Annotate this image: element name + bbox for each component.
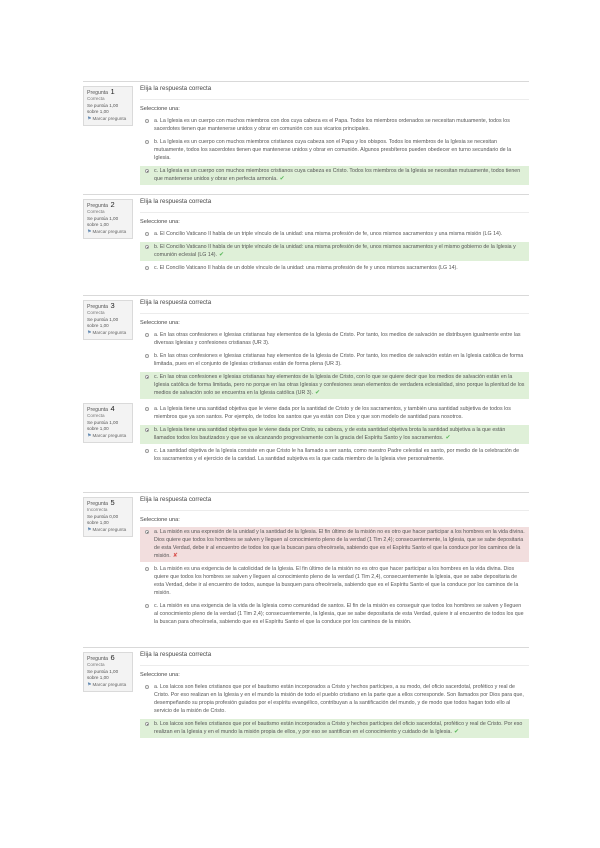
question-info xyxy=(83,652,133,692)
radio-button[interactable] xyxy=(145,449,149,453)
flag-icon: ⚑ xyxy=(87,116,92,122)
answer-option-selected[interactable]: a. La misión es una expresión de la unidad y la santidad de la Iglesia. El fin último de la misión no es otro que hacer participar a los hombres en la vida divina. Dios quiere que todos los hombres se salven y lleguen al conocimiento pleno de la verdad (1 Tim 2,4); consecuentemente, la Iglesia, que se sabe depositaria de esta Verdad, debe ir al encuentro de todos los que la buscan para ofrecérsela, sabiendo que es el Espíritu Santo el que la conduce por los caminos de la misión. ✘ xyxy=(140,527,529,562)
question-number: Pregunta 6 xyxy=(87,653,115,662)
question-5 xyxy=(83,492,529,646)
question-score: Se puntúa 1,00 sobre 1,00 xyxy=(87,420,119,431)
question-3 xyxy=(83,295,529,399)
answer-option-selected[interactable]: b. El Concilio Vaticano II habla de un triple vínculo de la unidad: una misma profesión de fe, unos mismos sacramentos y el mismo gobierno de la Iglesia y comunión eclesial (LG 14). ✔ xyxy=(140,242,529,261)
answer-option[interactable]: a. La Iglesia tiene una santidad objetiva que le viene dada por la santidad de Cristo y de los sacramentos, y también una santidad subjetiva de todos los miembros que ya son santos. Por ejemplo, de todos los santos que ya están con Dios y que son modelo de santidad para nosotros. xyxy=(140,404,529,423)
radio-button[interactable] xyxy=(145,169,149,173)
check-icon: ✔ xyxy=(453,729,460,735)
question-text: Elija la respuesta correcta xyxy=(140,299,529,314)
cross-icon: ✘ xyxy=(172,553,178,559)
flag-question-button[interactable]: ⚑Marcar pregunta xyxy=(87,116,127,122)
question-info xyxy=(83,403,133,443)
question-info xyxy=(83,199,133,239)
answer-option[interactable]: c. La misión es una exigencia de la vida de la Iglesia como comunidad de santos. El fin de la misión es conseguir que todos los hombres se salven y lleguen al conocimiento pleno de la verdad (1 Tim 2,4); consecuentemente, la Iglesia, que se sabe depositaria de esta Verdad, quiere ir al encuentro de todos los que la buscan para ofrecérsela, sabiendo que es el Espíritu Santo el que la conduce por los caminos de la misión. xyxy=(140,601,529,628)
flag-icon: ⚑ xyxy=(87,682,92,688)
question-info xyxy=(83,300,133,340)
question-score: Se puntúa 1,00 sobre 1,00 xyxy=(87,317,119,328)
answer-option[interactable]: a. El Concilio Vaticano II habla de un triple vínculo de la unidad: una misma profesión de fe, unos mismos sacramentos y una misma misión (LG 14). xyxy=(140,229,529,240)
question-text: Elija la respuesta correcta xyxy=(140,651,529,666)
flag-question-button[interactable]: ⚑Marcar pregunta xyxy=(87,682,127,688)
check-icon: ✔ xyxy=(445,435,451,441)
question-text: Elija la respuesta correcta xyxy=(140,198,529,213)
question-number: Pregunta 5 xyxy=(87,498,115,507)
radio-button[interactable] xyxy=(145,685,149,689)
flag-question-button[interactable]: ⚑Marcar pregunta xyxy=(87,229,127,235)
question-state: Correcta xyxy=(87,96,105,101)
answer-prompt: Seleccione una: xyxy=(140,517,180,523)
radio-button[interactable] xyxy=(145,245,149,249)
question-state: Correcta xyxy=(87,413,105,418)
radio-button[interactable] xyxy=(145,266,149,270)
answer-option-selected[interactable]: b. Los laicos son fieles cristianos que por el bautismo están incorporados a Cristo y hechos partícipes del oficio sacerdotal, profético y real de Cristo. Por eso realizan en la Iglesia y en el mundo la misión propia de ellos, y por eso se santifican en el conocimiento y cuidado de la Iglesia. ✔ xyxy=(140,719,529,738)
question-score: Se puntúa 1,00 sobre 1,00 xyxy=(87,216,119,227)
answer-option[interactable]: b. La Iglesia es un cuerpo con muchos miembros cristianos cuya cabeza son el Papa y los obispos. Todos los miembros de la Iglesia se necesitan mutuamente, todos los sacerdotes tienen que mantenerse unidos y obrar en comunión. Algunos presbíteros pueden obedecer en turno secundario de la Iglesia. xyxy=(140,137,529,164)
check-icon: ✔ xyxy=(315,390,321,396)
question-number: Pregunta 3 xyxy=(87,301,115,310)
answer-option-selected[interactable]: c. La Iglesia es un cuerpo con muchos miembros cristianos cuya cabeza es Cristo. Todos los miembros de la Iglesia se necesitan mutuamente, todos tienen que mantenerse unidos y obrar en perfecta armonía. ✔ xyxy=(140,166,529,185)
radio-button[interactable] xyxy=(145,140,149,144)
question-number: Pregunta 2 xyxy=(87,200,115,209)
question-number: Pregunta 4 xyxy=(87,404,115,413)
answer-option[interactable]: b. En las otras confesiones e Iglesias cristianas hay elementos de la Iglesia de Cristo. Por tanto, los medios de salvación están en la Iglesia católica de forma limitada, pues en el conjunto de Iglesias cristianas están de forma plena (UR 3). xyxy=(140,351,529,370)
answer-option[interactable]: c. La santidad objetiva de la Iglesia consiste en que Cristo le ha llamado a ser santa, como nuestro Padre celestial es santo, por medio de la celebración de los sacramentos y el ejercicio de la caridad. La santidad subjetiva es la que cada miembro de la Iglesia vive personalmente. xyxy=(140,446,529,465)
radio-button[interactable] xyxy=(145,567,149,571)
question-score: Se puntúa 1,00 sobre 1,00 xyxy=(87,669,119,680)
flag-icon: ⚑ xyxy=(87,229,92,235)
answer-prompt: Seleccione una: xyxy=(140,106,180,112)
radio-button[interactable] xyxy=(145,354,149,358)
check-icon: ✔ xyxy=(279,176,285,182)
question-content xyxy=(140,85,529,187)
question-content xyxy=(140,496,529,630)
radio-button[interactable] xyxy=(145,333,149,337)
answer-option-selected[interactable]: b. La Iglesia tiene una santidad objetiva que le viene dada por Cristo, su cabeza, y de esta santidad objetiva brota la santidad subjetiva a la que están llamados todos los bautizados y que se va alcanzando progresivamente con la gracia del Espíritu Santo y los sacramentos. ✔ xyxy=(140,425,529,444)
question-2 xyxy=(83,194,529,294)
radio-button[interactable] xyxy=(145,407,149,411)
answer-prompt: Seleccione una: xyxy=(140,672,180,678)
question-info xyxy=(83,86,133,126)
question-info xyxy=(83,497,133,537)
answer-option[interactable]: b. La misión es una exigencia de la catolicidad de la Iglesia. El fin último de la misión no es otro que hacer participar a los hombres en la vida divina. Dios quiere que todos los hombres se salven y lleguen al conocimiento pleno de la verdad (1 Tim 2,4), consecuentemente la Iglesia, que se sabe depositaria de esta Verdad, debe ir al encuentro de todos, aunque la busquen para ofrecérsela, sabiendo que es el Espíritu Santo el que la conduce por los caminos de la misión. xyxy=(140,564,529,599)
radio-button[interactable] xyxy=(145,604,149,608)
question-text: Elija la respuesta correcta xyxy=(140,496,529,511)
answer-prompt: Seleccione una: xyxy=(140,219,180,225)
flag-icon: ⚑ xyxy=(87,330,92,336)
question-4 xyxy=(83,399,529,491)
answer-option[interactable]: a. En las otras confesiones e Iglesias cristianas hay elementos de la Iglesia de Cristo. Por tanto, los medios de salvación se distribuyen igualmente entre las diversas Iglesias y confesiones cristianas (UR 3). xyxy=(140,330,529,349)
flag-icon: ⚑ xyxy=(87,527,92,533)
question-state: Correcta xyxy=(87,209,105,214)
question-score: Se puntúa 0,00 sobre 1,00 xyxy=(87,514,119,525)
answer-option[interactable]: a. Los laicos son fieles cristianos que por el bautismo están incorporados a Cristo y hechos partícipes, a su modo, del oficio sacerdotal, profético y real de Cristo. Por eso realizan en la Iglesia y en el mundo la misión de todo el pueblo cristiano en la parte que a ellos corresponde. Son llamados por Dios para que, desempeñando su propia profesión guiados por el espíritu evangélico, contribuyan a la santificación del mundo, y de modo que todos hagan todo ello al servicio de la misión de Cristo. xyxy=(140,682,529,717)
question-text: Elija la respuesta correcta xyxy=(140,85,529,100)
radio-button[interactable] xyxy=(145,530,149,534)
question-score: Se puntúa 1,00 sobre 1,00 xyxy=(87,103,119,114)
answer-option-selected[interactable]: c. En las otras confesiones e Iglesias cristianas hay elementos de la Iglesia de Cristo, con lo que se quiere decir que los medios de salvación están en la Iglesia católica de forma limitada, pero no porque en las otras Iglesias y confesiones sean elementos de verdadera eclesialidad, sino porque la plenitud de los medios de salvación solo se encuentra en la Iglesia católica (UR 3). ✔ xyxy=(140,372,529,399)
check-icon: ✔ xyxy=(219,252,225,258)
radio-button[interactable] xyxy=(145,119,149,123)
flag-question-button[interactable]: ⚑Marcar pregunta xyxy=(87,433,127,439)
answer-option[interactable]: a. La Iglesia es un cuerpo con muchos miembros con dos cuya cabeza es el Papa. Todos los miembros ordenados se necesitan mutuamente, todos los sacerdotes tienen que mantenerse unidos y obrar en comunión con sus vicarios principales. xyxy=(140,116,529,135)
radio-button[interactable] xyxy=(145,232,149,236)
flag-question-button[interactable]: ⚑Marcar pregunta xyxy=(87,330,127,336)
question-content xyxy=(140,651,529,740)
question-6 xyxy=(83,647,529,743)
question-state: Correcta xyxy=(87,310,105,315)
question-1 xyxy=(83,81,529,193)
question-state: Correcta xyxy=(87,662,105,667)
radio-button[interactable] xyxy=(145,428,149,432)
answer-option[interactable]: c. El Concilio Vaticano II habla de un doble vínculo de la unidad: una misma profesión de fe y unos mismos sacramentos (LG 14). xyxy=(140,263,529,274)
radio-button[interactable] xyxy=(145,375,149,379)
question-content xyxy=(140,198,529,276)
answer-prompt: Seleccione una: xyxy=(140,320,180,326)
flag-icon: ⚑ xyxy=(87,433,92,439)
question-number: Pregunta 1 xyxy=(87,87,115,96)
question-content xyxy=(140,299,529,401)
radio-button[interactable] xyxy=(145,722,149,726)
question-content xyxy=(140,404,529,467)
flag-question-button[interactable]: ⚑Marcar pregunta xyxy=(87,527,127,533)
question-state: Incorrecta xyxy=(87,507,108,512)
